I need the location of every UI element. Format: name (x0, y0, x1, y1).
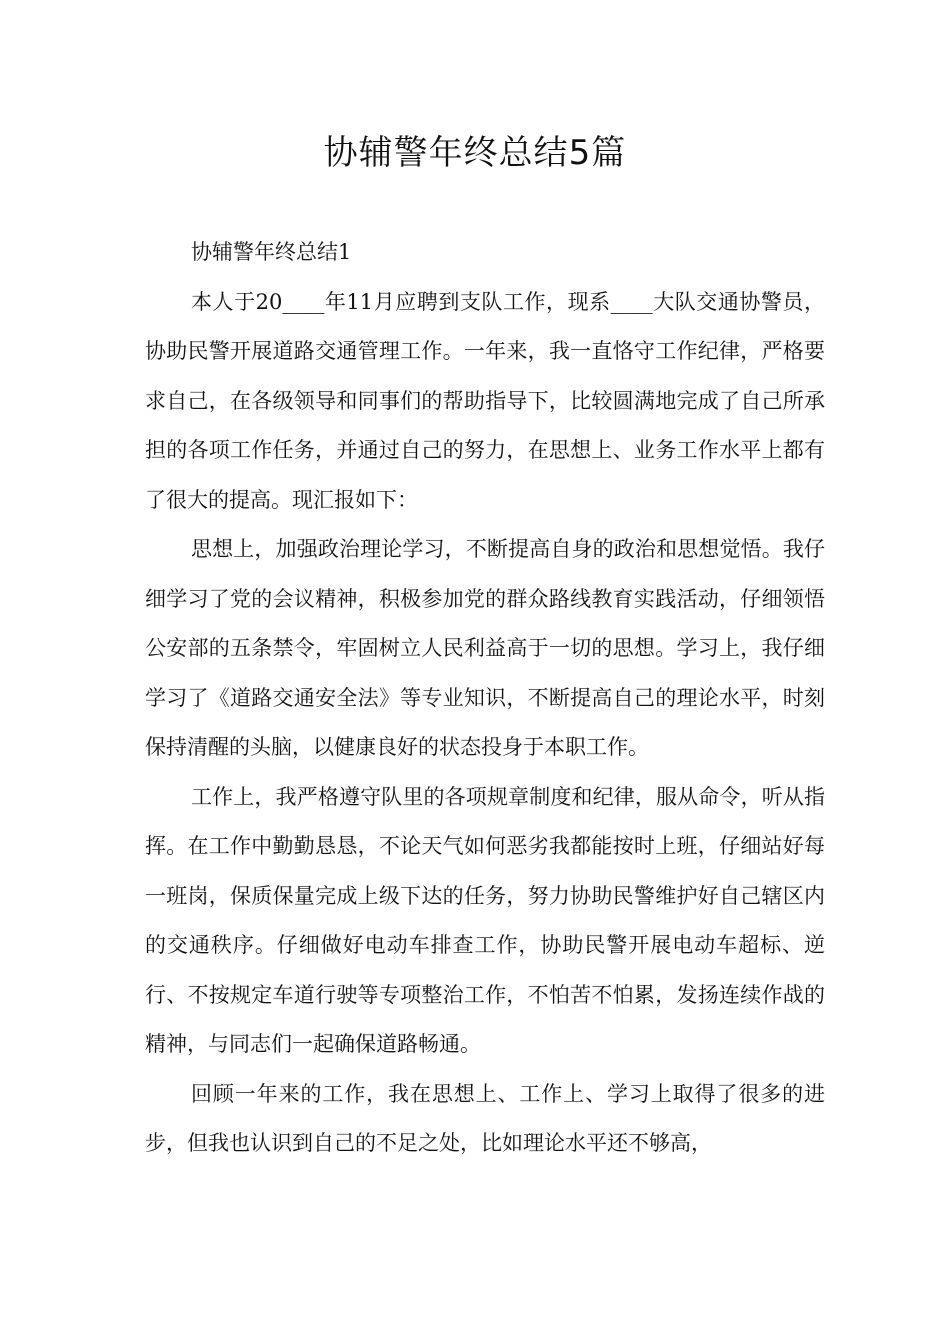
document-title: 协辅警年终总结5篇 (323, 133, 627, 173)
document-body (145, 228, 825, 1169)
paragraph-4: 回顾一年来的工作，我在思想上、工作上、学习上取得了很多的进步，但我也认识到自己的不足之处，比如理论水平还不够高， (145, 1081, 825, 1155)
paragraph-3: 工作上，我严格遵守队里的各项规章制度和纪律，服从命令，听从指挥。在工作中勤勤恳恳，不论天气如何恶劣我都能按时上班，仔细站好每一班岗，保质保量完成上级下达的任务，努力协助民警维护好自己辖区内的交通秩序。仔细做好电动车排查工作，协助民警开展电动车超标、逆行、不按规定车道行驶等专项整治工作，不怕苦不怕累，发扬连续作战的精神，与同志们一起确保道路畅通。 (145, 784, 825, 1056)
section-heading: 协辅警年终总结1 (191, 240, 352, 264)
paragraph-1: 本人于20____年11月应聘到支队工作，现系____大队交通协警员，协助民警开展道路交通管理工作。一年来，我一直恪守工作纪律，严格要求自己，在各级领导和同事们的帮助指导下，比较圆满地完成了自己所承担的各项工作任务，并通过自己的努力，在思想上、业务工作水平上都有了很大的提高。现汇报如下： (145, 289, 825, 512)
paragraph-2: 思想上，加强政治理论学习，不断提高自身的政治和思想觉悟。我仔细学习了党的会议精神，积极参加党的群众路线教育实践活动，仔细领悟公安部的五条禁令，牢固树立人民利益高于一切的思想。学习上，我仔细学习了《道路交通安全法》等专业知识，不断提高自己的理论水平，时刻保持清醒的头脑，以健康良好的状态投身于本职工作。 (145, 537, 825, 759)
